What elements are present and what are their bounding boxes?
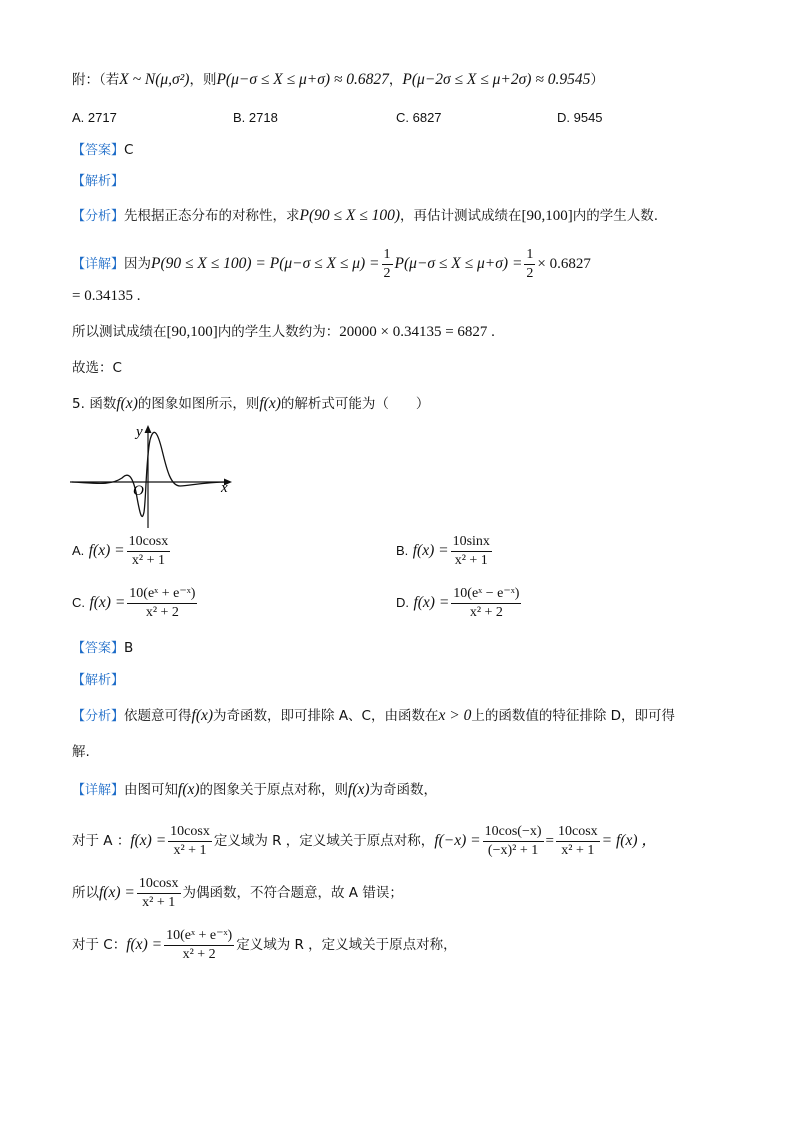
q5-option-a-num: 10cosx: [127, 533, 171, 552]
q4-half-den-2: 2: [526, 265, 534, 281]
q4-fenxi-tag: 【分析】: [72, 209, 125, 224]
q5-analysis-line: [72, 670, 754, 691]
q5-option-b: [396, 532, 716, 570]
graph-y-label: y: [136, 424, 143, 440]
graph-y-arrow: [145, 425, 152, 433]
q5-option-c-num: 10(eˣ + e⁻ˣ): [127, 585, 197, 604]
q5-option-d-num: 10(eˣ − e⁻ˣ): [451, 585, 521, 604]
q5-option-d-fraction: [451, 585, 521, 622]
q5-so-a-line: [72, 874, 754, 912]
q5-xiangjie-fx1: f(x): [178, 781, 200, 798]
q4-xiangjie-formula1: P(90 ≤ X ≤ 100) = P(μ−σ ≤ X ≤ μ) =: [151, 255, 380, 272]
q5-stem: [72, 394, 754, 414]
q5-xiangjie-tag: 【详解】: [72, 783, 125, 798]
q5-option-b-fraction: [451, 533, 492, 570]
q5-for-a-num2: 10cosx: [556, 823, 600, 842]
q4-count-text1: 所以测试成绩在: [72, 324, 167, 340]
q5-fenxi-text4: 解.: [72, 744, 90, 760]
q4-option-c: C. 6827: [396, 110, 442, 125]
q5-so-a-lhs: f(x) =: [99, 884, 135, 901]
q5-fenxi-line: [72, 706, 754, 727]
q4-note-formula1: X ~ N(μ,σ²): [119, 71, 190, 88]
q4-note-formula3: P(μ−2σ ≤ X ≤ μ+2σ) ≈ 0.9545: [402, 71, 591, 88]
q4-result-line: [72, 286, 754, 306]
q4-answer-tag: 【答案】: [72, 143, 125, 158]
q5-so-a-fraction: [137, 875, 181, 912]
q5-fenxi-text2: 为奇函数，即可排除 A、C，由函数在: [213, 708, 439, 724]
q4-answer-line: [72, 140, 754, 161]
q5-fx-2: f(x): [259, 395, 281, 412]
q5-stem-text1: 函数: [89, 396, 117, 412]
q4-half-num: 1: [382, 246, 393, 265]
q5-option-a-lhs: f(x) =: [88, 542, 125, 559]
q5-for-a-num: 10cosx: [168, 823, 212, 842]
q5-so-a-text2: 为偶函数，不符合题意，故 A 错误；: [182, 885, 403, 901]
q5-function-graph: [70, 420, 240, 530]
q4-half-num-2: 1: [524, 246, 535, 265]
q4-fenxi-formula: P(90 ≤ X ≤ 100): [299, 207, 401, 224]
q5-option-d: [396, 584, 716, 622]
q4-note: [72, 70, 754, 90]
q5-option-d-lhs: f(x) =: [413, 594, 450, 611]
q4-xiangjie-result: = 0.34135 .: [72, 288, 141, 304]
q5-option-c-lhs: f(x) =: [89, 594, 126, 611]
q5-for-a-eq: =: [545, 833, 554, 849]
q4-note-mid: ，则: [189, 72, 217, 88]
q5-answer-line: [72, 638, 754, 659]
q5-for-a-den2: x² + 1: [561, 842, 595, 858]
q4-choose-line: [72, 358, 754, 378]
q4-option-b: B. 2718: [233, 110, 278, 125]
q4-note-prefix: 附：（若: [72, 72, 120, 88]
q5-stem-text3: 的解析式可能为（ ）: [280, 396, 430, 412]
q4-answer: C: [124, 142, 134, 158]
q5-option-a-label: A.: [72, 543, 85, 558]
q5-option-b-num: 10sinx: [451, 533, 492, 552]
q5-for-a-neg-den: (−x)² + 1: [487, 842, 539, 858]
q5-so-a-text1: 所以: [72, 885, 99, 901]
q5-option-c-den: x² + 2: [145, 604, 179, 620]
q5-xiangjie-text1: 由图可知: [124, 782, 179, 798]
q4-count-formula: 20000 × 0.34135 = 6827 .: [339, 324, 495, 340]
q4-xiangjie-text1: 因为: [124, 256, 152, 272]
q5-option-a: [72, 532, 392, 570]
q5-option-d-den: x² + 2: [469, 604, 503, 620]
q5-for-a-tail: = f(x) ，: [601, 832, 657, 849]
q5-for-c-den: x² + 2: [182, 946, 216, 962]
q4-choose-text: 故选：C: [72, 360, 122, 376]
q5-fenxi-text1: 依题意可得: [124, 708, 192, 724]
q4-half-fraction-2: [524, 246, 535, 283]
q4-option-a: A. 2717: [72, 110, 117, 125]
q5-option-a-den: x² + 1: [131, 552, 165, 568]
q4-xiangjie-formula3: × 0.6827: [537, 256, 591, 272]
q5-for-a-neg-fraction: [483, 823, 544, 860]
q5-for-a-label: 对于 A ：: [72, 833, 131, 849]
q4-xiangjie-line: [72, 244, 754, 285]
q4-half-den: 2: [383, 265, 391, 281]
q5-for-a-line: [72, 822, 754, 860]
q5-fenxi-line2: [72, 742, 754, 762]
q5-for-a-text: 定义域为 R ，定义域关于原点对称，: [213, 833, 435, 849]
q4-count-interval: [90,100]: [166, 324, 218, 340]
q5-fenxi-text3: 上的函数值的特征排除 D，即可得: [471, 708, 676, 724]
q4-xiangjie-formula2: P(μ−σ ≤ X ≤ μ+σ) =: [394, 255, 523, 272]
q4-fenxi-text1: 先根据正态分布的对称性，求: [124, 208, 300, 224]
q4-count-line: [72, 322, 754, 342]
q4-half-fraction: [382, 246, 393, 283]
q5-option-c-label: C.: [72, 595, 85, 610]
graph-origin-label: O: [133, 483, 144, 499]
q5-for-a-lhs: f(x) =: [130, 832, 167, 849]
q4-note-comma: ，: [388, 72, 403, 88]
q5-fenxi-tag: 【分析】: [72, 709, 125, 724]
q5-fx-1: f(x): [116, 395, 138, 412]
q5-for-a-neg-lhs: f(−x) =: [434, 832, 481, 849]
q4-xiangjie-tag: 【详解】: [72, 257, 125, 272]
q4-fenxi-line: [72, 206, 754, 227]
q5-number: 5.: [72, 396, 85, 412]
q4-note-end: ）: [590, 72, 604, 88]
q5-for-c-num: 10(eˣ + e⁻ˣ): [164, 927, 234, 946]
q4-analysis-line: [72, 171, 754, 192]
q5-xiangjie-fx2: f(x): [348, 781, 370, 798]
q5-for-c-label: 对于 C：: [72, 937, 127, 953]
q5-option-b-label: B.: [396, 543, 409, 558]
q5-option-c: [72, 584, 392, 622]
q5-so-a-num: 10cosx: [137, 875, 181, 894]
q5-for-a-neg-num: 10cos(−x): [483, 823, 544, 842]
q5-xiangjie-text2: 的图象关于原点对称，则: [199, 782, 349, 798]
q5-for-a-den: x² + 1: [173, 842, 207, 858]
q5-so-a-den: x² + 1: [142, 894, 176, 910]
q5-option-d-label: D.: [396, 595, 409, 610]
q4-analysis-tag: 【解析】: [72, 174, 125, 189]
q5-xiangjie-line: [72, 780, 754, 801]
q4-fenxi-text3: 内的学生人数.: [572, 208, 659, 224]
q5-for-a-fraction2: [556, 823, 600, 860]
q4-option-d: D. 9545: [557, 110, 603, 125]
q5-xiangjie-text3: 为奇函数，: [369, 782, 438, 798]
graph-x-label: x: [221, 480, 228, 496]
q5-fenxi-fx: f(x): [191, 707, 214, 724]
q4-fenxi-interval: [90,100]: [521, 208, 573, 224]
q4-note-formula2: P(μ−σ ≤ X ≤ μ+σ) ≈ 0.6827: [216, 71, 389, 88]
q5-answer-tag: 【答案】: [72, 641, 125, 656]
q5-option-b-den: x² + 1: [454, 552, 488, 568]
q5-fenxi-cond: x > 0: [438, 707, 472, 724]
q5-answer: B: [124, 640, 134, 656]
q5-stem-text2: 的图象如图所示，则: [137, 396, 260, 412]
q5-for-c-text: 定义域为 R ，定义域关于原点对称，: [236, 937, 457, 953]
q4-count-text2: 内的学生人数约为：: [217, 324, 340, 340]
q5-for-a-fraction: [168, 823, 212, 860]
q4-fenxi-text2: ，再估计测试成绩在: [400, 208, 522, 224]
graph-curve: [72, 432, 230, 516]
q5-for-c-fraction: [164, 927, 234, 964]
q5-option-a-fraction: [127, 533, 171, 570]
q5-for-c-lhs: f(x) =: [126, 936, 163, 953]
q5-option-b-lhs: f(x) =: [412, 542, 449, 559]
q5-analysis-tag: 【解析】: [72, 673, 125, 688]
q5-for-c-line: [72, 926, 754, 964]
q5-option-c-fraction: [127, 585, 197, 622]
